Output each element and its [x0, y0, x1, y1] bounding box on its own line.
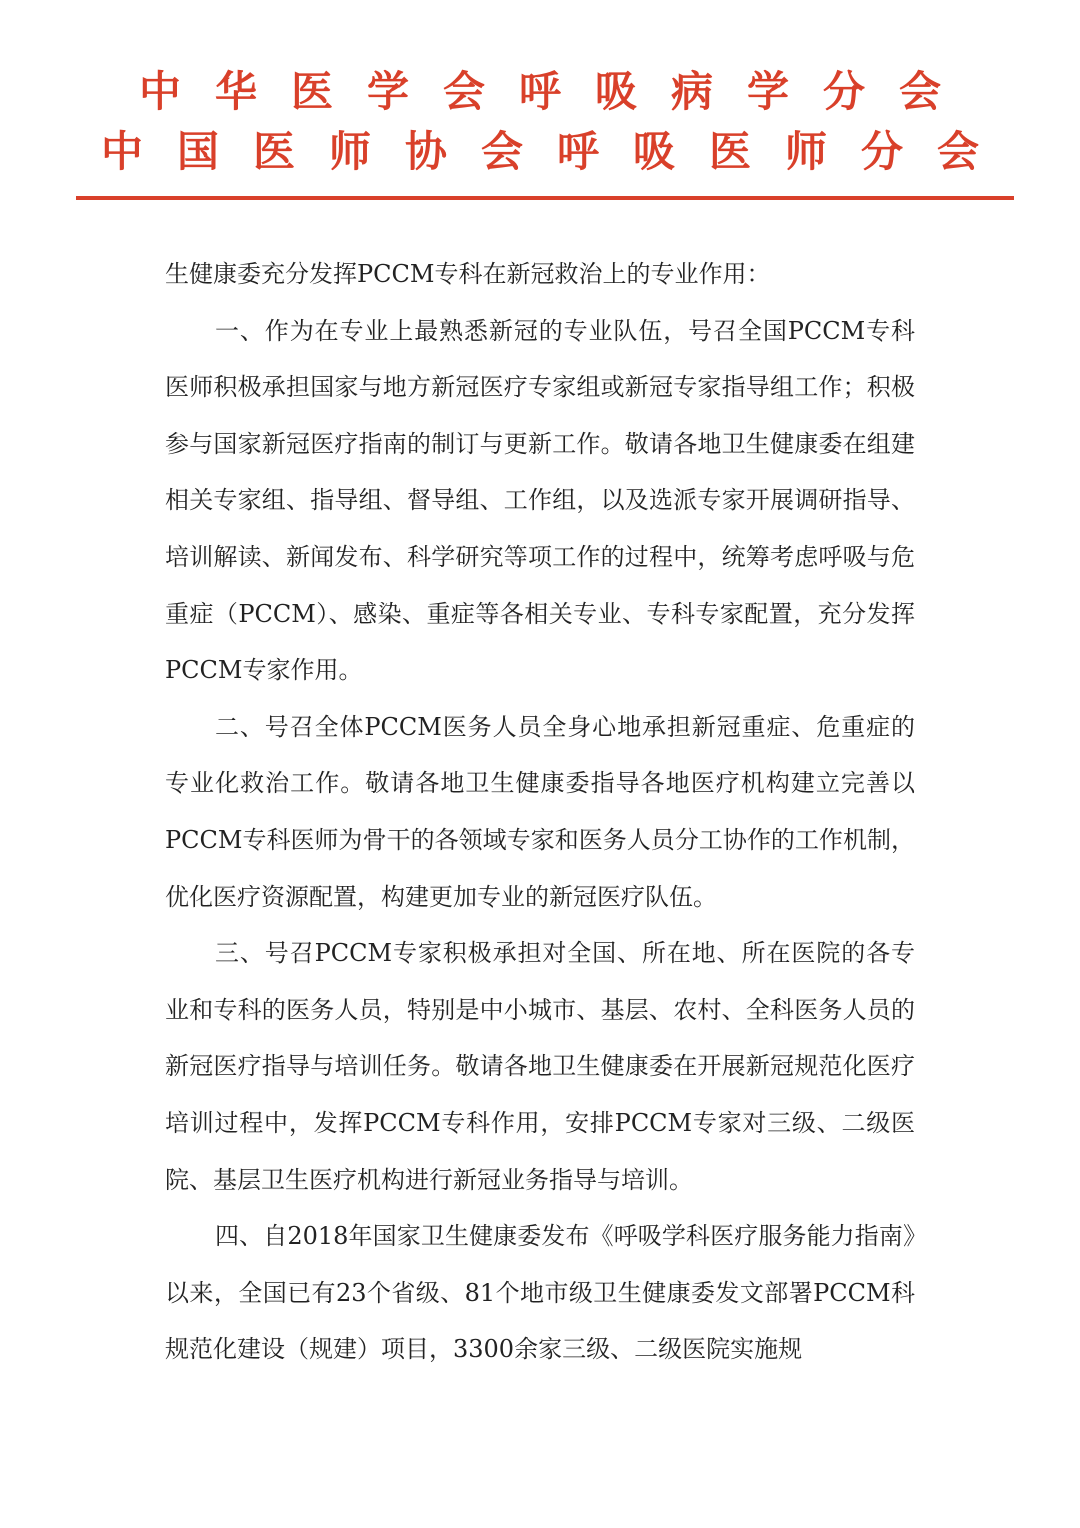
paragraph-item-4: 四、自2018年国家卫生健康委发布《呼吸学科医疗服务能力指南》以来，全国已有23个省级、81个地市级卫生健康委发文部署PCCM科规范化建设（规建）项目，3300余家三级、二级医院实施规 [165, 1222, 915, 1364]
paragraph-item-2: 二、号召全体PCCM医务人员全身心地承担新冠重症、危重症的专业化救治工作。敬请各地卫生健康委指导各地医疗机构建立完善以PCCM专科医师为骨干的各领域专家和医务人员分工协作的工作机制，优化医疗资源配置，构建更加专业的新冠医疗队伍。 [165, 712, 915, 911]
org-name-line-1: 中华医学会呼吸病学分会 [138, 67, 975, 116]
org-name-line-2: 中国医师协会呼吸医师分会 [100, 127, 1013, 176]
paragraph-continuation: 生健康委充分发挥PCCM专科在新冠救治上的专业作用： [165, 260, 771, 288]
letterhead [0, 62, 1080, 182]
document-body [165, 246, 915, 1378]
header-divider [76, 196, 1014, 200]
paragraph-item-3: 三、号召PCCM专家积极承担对全国、所在地、所在医院的各专业和专科的医务人员，特别是中小城市、基层、农村、全科医务人员的新冠医疗指导与培训任务。敬请各地卫生健康委在开展新冠规范化医疗培训过程中，发挥PCCM专科作用，安排PCCM专家对三级、二级医院、基层卫生医疗机构进行新冠业务指导与培训。 [165, 939, 915, 1194]
paragraph-item-1: 一、作为在专业上最熟悉新冠的专业队伍，号召全国PCCM专科医师积极承担国家与地方新冠医疗专家组或新冠专家指导组工作；积极参与国家新冠医疗指南的制订与更新工作。敬请各地卫生健康委在组建相关专家组、指导组、督导组、工作组，以及选派专家开展调研指导、培训解读、新闻发布、科学研究等项工作的过程中，统筹考虑呼吸与危重症（PCCM）、感染、重症等各相关专业、专科专家配置，充分发挥PCCM专家作用。 [165, 316, 915, 685]
